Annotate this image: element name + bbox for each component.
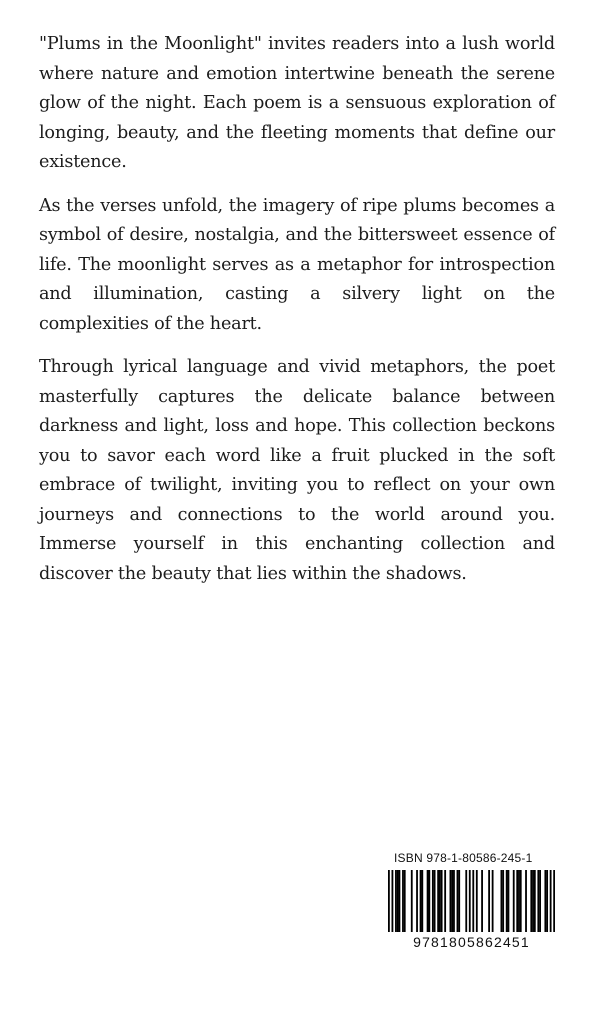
barcode-bar bbox=[457, 870, 459, 932]
barcode-bar bbox=[516, 870, 518, 932]
barcode-bar bbox=[532, 870, 534, 932]
barcode-bar bbox=[441, 870, 443, 932]
barcode-bar bbox=[506, 870, 508, 932]
blurb-paragraph-2: As the verses unfold, the imagery of ripe plums becomes a symbol of desire, nostalgia, and the bittersweet essence of life. The moonlight serves as a metaphor for introspection and illumination, casting a silvery light on the complexities of the heart. bbox=[39, 195, 555, 334]
isbn-label: ISBN 978-1-80586-245-1 bbox=[394, 851, 533, 865]
barcode-bar bbox=[432, 870, 434, 932]
barcode-bar bbox=[544, 870, 546, 932]
barcode-bar bbox=[513, 870, 515, 932]
barcode-bar bbox=[488, 870, 490, 932]
barcode-bar bbox=[501, 870, 503, 932]
barcode-bar bbox=[402, 870, 404, 932]
barcode-bar bbox=[492, 870, 494, 932]
barcode-bar bbox=[434, 870, 436, 932]
barcode-bar bbox=[518, 870, 520, 932]
barcode-bar bbox=[404, 870, 406, 932]
barcode-bar bbox=[444, 870, 446, 932]
barcode-bar bbox=[399, 870, 401, 932]
barcode-bar bbox=[392, 870, 394, 932]
blurb-paragraph-3: Through lyrical language and vivid metaphors, the poet masterfully captures the delicate balance between darkness and light, loss and hope. This collection beckons you to savor each word like a fruit plucked in the soft embrace of twilight, inviting you to reflect on your own journeys and connections to the world around you. Immerse yourself in this enchanting collection and discover the beauty that lies within the shadows. bbox=[39, 357, 555, 584]
barcode-bar bbox=[502, 870, 504, 932]
barcode-bar bbox=[530, 870, 532, 932]
barcode-bar bbox=[453, 870, 455, 932]
barcode-bar bbox=[537, 870, 539, 932]
barcode-bar bbox=[476, 870, 478, 932]
barcode-bar bbox=[420, 870, 422, 932]
back-cover-blurb bbox=[39, 30, 555, 603]
barcode-bar bbox=[395, 870, 397, 932]
barcode-bar bbox=[508, 870, 510, 932]
barcode-bar bbox=[539, 870, 541, 932]
barcode-bar bbox=[481, 870, 483, 932]
barcode-bar bbox=[546, 870, 548, 932]
barcode-bar bbox=[458, 870, 460, 932]
barcode-bar bbox=[534, 870, 536, 932]
blurb-paragraph-1: "Plums in the Moonlight" invites readers into a lush world where nature and emotion intertwine beneath the serene glow of the night. Each poem is a sensuous exploration of longing, beauty, and the fleeting moments that define our existence. bbox=[39, 34, 555, 172]
barcode-bar bbox=[439, 870, 441, 932]
barcode-bar bbox=[451, 870, 453, 932]
barcode-bar bbox=[520, 870, 522, 932]
barcode-bar bbox=[465, 870, 467, 932]
barcode-bar bbox=[397, 870, 399, 932]
barcode-bar bbox=[411, 870, 413, 932]
barcode-bar bbox=[416, 870, 418, 932]
barcode-bar bbox=[421, 870, 423, 932]
barcode-bar bbox=[469, 870, 471, 932]
barcode-bar bbox=[553, 870, 555, 932]
barcode-bar bbox=[525, 870, 527, 932]
isbn-digits: 9781805862451 bbox=[413, 934, 530, 950]
barcode-bar bbox=[427, 870, 429, 932]
barcode-image bbox=[388, 870, 555, 932]
barcode-bar bbox=[437, 870, 439, 932]
barcode-bar bbox=[388, 870, 390, 932]
isbn-barcode-block bbox=[388, 850, 555, 950]
barcode-bar bbox=[450, 870, 452, 932]
barcode-bar bbox=[428, 870, 430, 932]
barcode-bar bbox=[472, 870, 474, 932]
barcode-bar bbox=[550, 870, 552, 932]
